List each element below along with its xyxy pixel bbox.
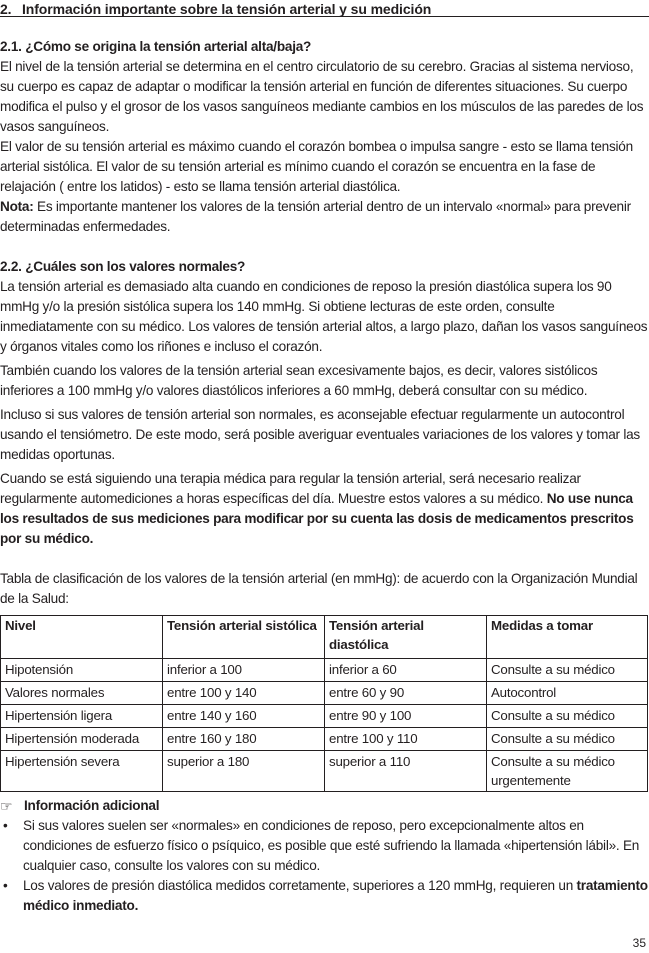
table-cell: inferior a 60 <box>325 659 487 682</box>
table-cell: Hipotensión <box>1 659 163 682</box>
bullet-text: Si sus valores suelen ser «normales» en condiciones de reposo, pero excepcionalmente altos en condiciones de esfuerzo físico o psíquico, es posible que esté sufriendo la llamada «hipertensión lábil». En cualquier caso, consulte los valores con su médico. <box>23 818 640 873</box>
bullet-icon: • <box>3 818 8 833</box>
list-item <box>0 876 649 916</box>
paragraph-2-2-d <box>0 469 649 549</box>
table-cell: Consulte a su médico <box>487 728 648 751</box>
header-cell: Tensión arterial sistólica <box>163 616 325 659</box>
table-cell: inferior a 100 <box>163 659 325 682</box>
note-label: Nota: <box>0 199 34 214</box>
table-cell: entre 60 y 90 <box>325 682 487 705</box>
table-cell: entre 160 y 180 <box>163 728 325 751</box>
header-cell: Tensión arterial diastólica <box>325 616 487 659</box>
table-row <box>1 705 648 728</box>
section-title: Información importante sobre la tensión arterial y su medición <box>22 1 432 17</box>
table-cell: entre 140 y 160 <box>163 705 325 728</box>
heading-2-2: 2.2. ¿Cuáles son los valores normales? <box>0 259 246 274</box>
table-cell: Consulte a su médico <box>487 659 648 682</box>
paragraph-2-2-c: Incluso si sus valores de tensión arterial son normales, es aconsejable efectuar regularmente un autocontrol usando el tensiómetro. De este modo, será posible averiguar eventuales variaciones de los valores y tomar las medidas oportunas. <box>0 407 640 462</box>
section-number: 2. <box>0 1 12 17</box>
bullet-text: Los valores de presión diastólica medidos corretamente, superiores a 120 mmHg, requieren un <box>23 878 577 893</box>
table-row <box>1 659 648 682</box>
warning-bold-text: No use nunca los resultados de sus mediciones para modificar por su cuenta las dosis de medicamentos prescritos por su médico. <box>0 491 634 546</box>
page-number: 35 <box>632 936 646 950</box>
bullet-icon: • <box>3 878 8 893</box>
header-cell: Nivel <box>1 616 163 659</box>
paragraph-2-2-b: También cuando los valores de la tensión arterial sean excesivamente bajos, es decir, valores sistólicos inferiores a 100 mmHg y/o valores diastólicos inferiores a 60 mmHg, deberá consultar con su médico. <box>0 363 598 398</box>
table-row <box>1 728 648 751</box>
paragraph-2-1-b: El valor de su tensión arterial es máximo cuando el corazón bombea o impulsa sangre - esto se llama tensión arterial sistólica. El valor de su tensión arterial es mínimo cuando el corazón se encuentra en la fase de relajación ( entre los latidos) - esto se llama tensión arterial diastólica. <box>0 139 633 194</box>
table-caption: Tabla de clasificación de los valores de la tensión arterial (en mmHg): de acuerdo con la Organización Mundial de la Salud: <box>0 571 638 606</box>
section-heading <box>0 0 649 17</box>
table-cell: Hipertensión severa <box>1 751 163 792</box>
table-cell: Autocontrol <box>487 682 648 705</box>
table-row <box>1 682 648 705</box>
content <box>0 37 649 916</box>
info-heading-text: Información adicional <box>24 798 160 813</box>
pointing-hand-icon: ☞ <box>0 798 13 814</box>
table-cell: entre 90 y 100 <box>325 705 487 728</box>
paragraph-2-2-a: La tensión arterial es demasiado alta cuando en condiciones de reposo la presión diastólica supera los 90 mmHg y/o la presión sistólica supera los 140 mmHg. Si obtiene lecturas de este orden, consulte inmediatamente con su médico. Los valores de tensión arterial altos, a largo plazo, dañan los vasos sanguíneos y órganos vitales como los riñones e incluso el corazón. <box>0 279 648 354</box>
info-heading <box>0 796 649 816</box>
header-cell: Medidas a tomar <box>487 616 648 659</box>
table-row <box>1 751 648 792</box>
bullet-bold-text: tratamiento médico inmediato. <box>23 878 648 913</box>
note-text: Es importante mantener los valores de la tensión arterial dentro de un intervalo «normal» para prevenir determinadas enfermedades. <box>0 199 631 234</box>
table-cell: Consulte a su médico urgentemente <box>487 751 648 792</box>
note-paragraph <box>0 197 649 237</box>
table-cell: Hipertensión ligera <box>1 705 163 728</box>
table-cell: Valores normales <box>1 682 163 705</box>
blood-pressure-table <box>0 615 648 792</box>
table-cell: Consulte a su médico <box>487 705 648 728</box>
info-bullet-list <box>0 816 649 916</box>
paragraph-2-1-a: El nivel de la tensión arterial se determina en el centro circulatorio de su cerebro. Gracias al sistema nervioso, su cuerpo es capaz de adaptar o modificar la tensión arterial en función de diferentes situaciones. Su cuerpo modifica el pulso y el grosor de los vasos sanguíneos mediante cambios en los músculos de las paredes de los vasos sanguíneos. <box>0 59 644 134</box>
table-cell: superior a 110 <box>325 751 487 792</box>
paragraph-2-2-d-text: Cuando se está siguiendo una terapia médica para regular la tensión arterial, será necesario realizar regularmente automediciones a horas específicas del día. Muestre estos valores a su médico. <box>0 471 581 506</box>
table-cell: Hipertensión moderada <box>1 728 163 751</box>
table-header-row <box>1 616 648 659</box>
table-cell: superior a 180 <box>163 751 325 792</box>
heading-2-1: 2.1. ¿Cómo se origina la tensión arterial alta/baja? <box>0 39 312 54</box>
table-cell: entre 100 y 140 <box>163 682 325 705</box>
list-item <box>0 816 649 876</box>
table-cell: entre 100 y 110 <box>325 728 487 751</box>
